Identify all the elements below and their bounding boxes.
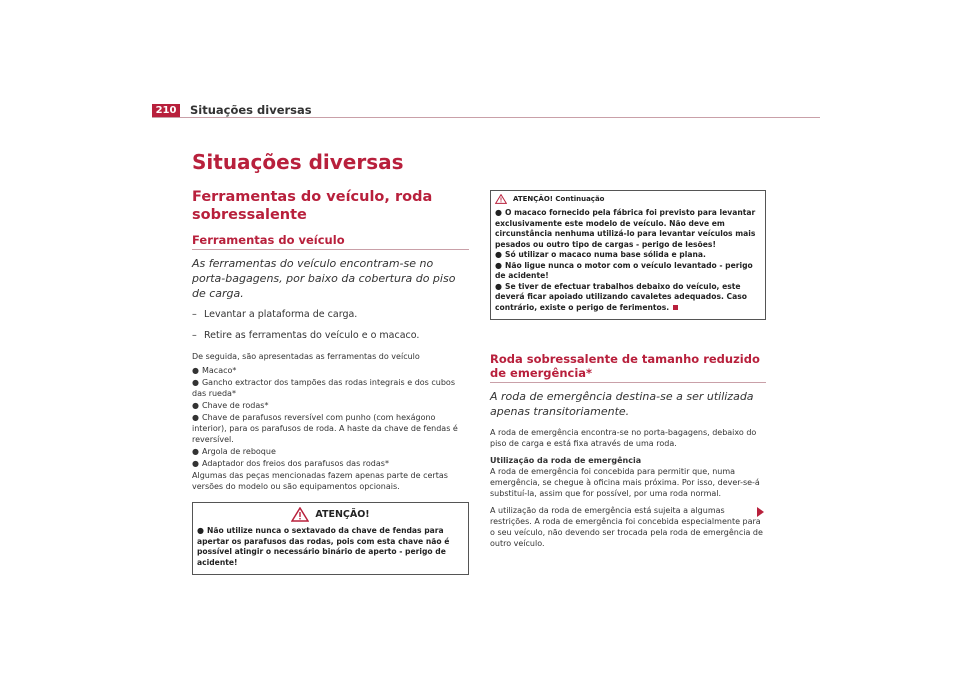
chapter-title: Situações diversas — [192, 150, 404, 174]
header-rule — [152, 117, 820, 118]
list-item: ● Macaco* — [192, 366, 237, 375]
subsection-title: Roda sobressalente de tamanho reduzido de emergência* — [490, 352, 766, 383]
intro-text: A roda de emergência destina-se a ser utilizada apenas transitoriamente. — [490, 390, 754, 418]
next-page-arrow-icon — [757, 507, 764, 517]
warning-item: ● Se tiver de efectuar trabalhos debaixo do veículo, este deverá ficar apoiado utilizando cavaletes adequados. Caso contrário, existe o perigo de ferimentos. — [495, 281, 747, 312]
bullet-icon: ● — [192, 378, 199, 387]
warning-item: ● O macaco fornecido pela fábrica foi previsto para levantar exclusivamente este modelo de veículo. Não deve em circunstância nenhuma utilizá-lo para levantar veículos mais pesados ou outro tipo de cargas - perigo de lesões! — [495, 208, 756, 249]
intro-text: As ferramentas do veículo encontram-se no porta-bagagens, por baixo da cobertura do piso de carga. — [192, 257, 456, 300]
warning-continued-header — [495, 194, 761, 204]
usage-heading: Utilização da roda de emergência — [490, 456, 642, 465]
bullet-icon: ● — [495, 281, 502, 291]
bullet-icon: ● — [197, 526, 204, 535]
list-item: ● Argola de reboque — [192, 447, 276, 456]
list-item: ● Chave de parafusos reversível com punho (com hexágono interior), para os parafusos de roda. A haste da chave de fendas é reversível. — [192, 413, 458, 444]
bullet-icon: ● — [192, 413, 199, 422]
step-item: – Levantar a plataforma de carga. — [192, 309, 358, 320]
bullet-icon: ● — [495, 250, 502, 259]
right-column — [490, 190, 766, 549]
warning-header — [197, 507, 464, 522]
paragraph: A utilização da roda de emergência está sujeita a algumas restrições. A roda de emergência foi concebida especialmente para o seu veículo, não devendo ser trocada pela roda de emergência de outro veículo. — [490, 506, 763, 548]
end-marker-icon — [673, 305, 678, 310]
warning-item: ● Não utilize nunca o sextavado da chave de fendas para apertar os parafusos das rodas, pois com esta chave não é possível atingir o necessário binário de aperto - perigo de acidente! — [197, 526, 450, 567]
bullet-icon: ● — [192, 366, 199, 375]
step-item: – Retire as ferramentas do veículo e o macaco. — [192, 330, 420, 341]
bullet-icon: ● — [192, 459, 199, 468]
list-item: ● Gancho extractor dos tampões das rodas integrais e dos cubos das rueda* — [192, 378, 455, 398]
page-number: 210 — [152, 104, 180, 118]
subsection-title: Ferramentas do veículo — [192, 233, 469, 250]
paragraph: A roda de emergência foi concebida para permitir que, numa emergência, se chegue à oficina mais próxima. Por isso, dever-se-á substituí-la, assim que for possível, por uma roda normal. — [490, 467, 760, 498]
left-column — [192, 150, 469, 575]
running-header: Situações diversas — [190, 103, 312, 117]
dash-marker: – — [192, 309, 197, 320]
paragraph: A roda de emergência encontra-se no porta-bagagens, debaixo do piso de carga e está fixa através de uma roda. — [490, 428, 757, 448]
warning-box — [192, 502, 469, 575]
dash-marker: – — [192, 330, 197, 341]
bullet-icon: ● — [495, 208, 502, 217]
warning-continued-box — [490, 190, 766, 320]
bullet-icon: ● — [192, 401, 199, 410]
warning-item: ● Não ligue nunca o motor com o veículo levantado - perigo de acidente! — [495, 260, 753, 280]
warning-title: ATENÇÃO! — [315, 509, 370, 520]
warning-item: ● Só utilizar o macaco numa base sólida e plana. — [495, 250, 706, 259]
warning-icon — [291, 507, 309, 522]
bullet-icon: ● — [192, 447, 199, 456]
section-title: Ferramentas do veículo, roda sobressalente — [192, 189, 433, 223]
list-intro: De seguida, são apresentadas as ferramentas do veículo — [192, 352, 420, 361]
bullet-icon: ● — [495, 260, 502, 270]
note-text: Algumas das peças mencionadas fazem apenas parte de certas versões do modelo ou são equipamentos opcionais. — [192, 471, 448, 491]
warning-continued-title: ATENÇÃO! Continuação — [513, 195, 605, 203]
list-item: ● Adaptador dos freios dos parafusos das rodas* — [192, 459, 389, 468]
list-item: ● Chave de rodas* — [192, 401, 269, 410]
warning-icon — [495, 194, 507, 204]
